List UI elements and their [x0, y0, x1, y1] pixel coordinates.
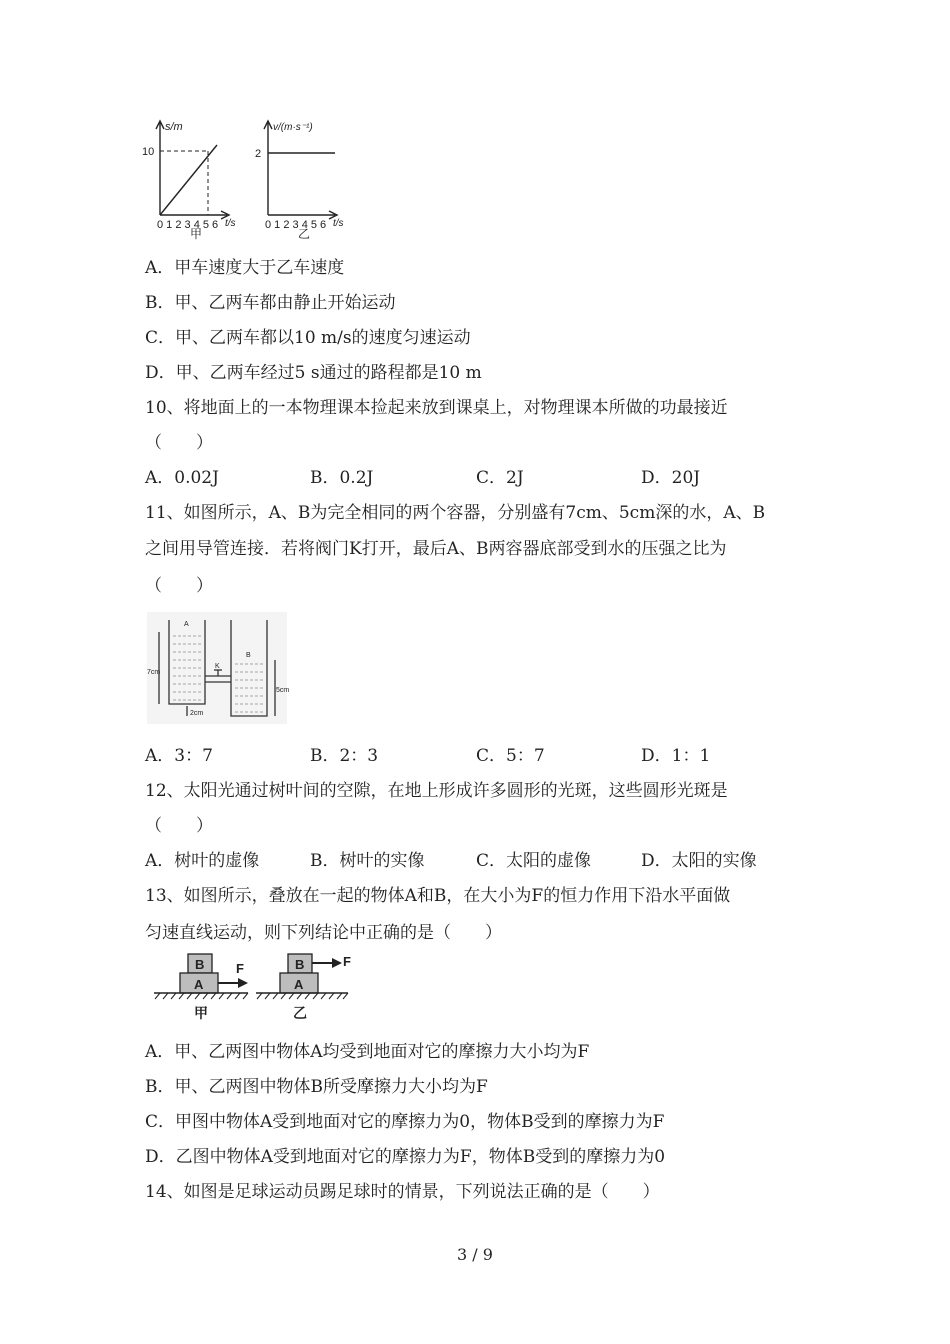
q11-label-a: A: [184, 621, 189, 628]
q9-option-b: B．甲、乙两车都由静止开始运动: [145, 293, 396, 313]
q12-option-c: C．太阳的虚像: [476, 851, 592, 871]
yi-xticks: 0 1 2 3 4 5 6: [265, 219, 327, 231]
q9-option-d: D．甲、乙两车经过5 s通过的路程都是10 m: [145, 363, 482, 383]
q11-option-a: A．3：7: [145, 746, 213, 766]
q13-jia-label-b: B: [195, 957, 205, 972]
q13-caption-yi: 乙: [293, 1005, 307, 1021]
q13-option-c: C．甲图中物体A受到地面对它的摩擦力为0，物体B受到的摩擦力为F: [145, 1112, 665, 1132]
q13-yi-label-a: A: [294, 977, 304, 992]
page-number: 3 / 9: [457, 1245, 493, 1264]
q13-jia-label-a: A: [194, 977, 204, 992]
q12-option-d: D．太阳的实像: [641, 851, 757, 871]
jia-ylabel: s/m: [165, 121, 183, 133]
q11-label-5cm: 5cm: [276, 687, 290, 694]
q13-stem-2: 匀速直线运动，则下列结论中正确的是（ ）: [145, 923, 502, 943]
q12-option-b: B．树叶的实像: [310, 851, 425, 871]
q9-graphs-figure: [135, 115, 355, 240]
q13-stem-1: 13、如图所示，叠放在一起的物体A和B，在大小为F的恒力作用下沿水平面做: [145, 886, 731, 906]
q12-stem: 12、太阳光通过树叶间的空隙，在地上形成许多圆形的光斑，这些圆形光斑是: [145, 781, 728, 801]
q10-option-d: D．20J: [641, 468, 701, 488]
q11-label-2cm: 2cm: [190, 710, 204, 717]
q11-option-c: C．5：7: [476, 746, 545, 766]
q11-label-b: B: [246, 652, 251, 659]
q11-label-7cm: 7cm: [147, 669, 161, 676]
q12-paren: （ ）: [145, 816, 213, 836]
q13-option-a: A．甲、乙两图中物体A均受到地面对它的摩擦力大小均为F: [145, 1042, 590, 1062]
q13-yi-label-f: F: [343, 954, 351, 969]
q13-option-b: B．甲、乙两图中物体B所受摩擦力大小均为F: [145, 1077, 488, 1097]
q11-stem-2: 之间用导管连接．若将阀门K打开，最后A、B两容器底部受到水的压强之比为: [145, 539, 727, 559]
q10-option-b: B．0.2J: [310, 468, 374, 488]
jia-caption: 甲: [190, 227, 203, 241]
q14-stem: 14、如图是足球运动员踢足球时的情景，下列说法正确的是（ ）: [145, 1182, 660, 1202]
q10-option-a: A．0.02J: [145, 468, 219, 488]
q11-containers-figure: [147, 612, 290, 724]
jia-xticks: 0 1 2 3 4 5 6: [157, 219, 219, 231]
q13-option-d: D．乙图中物体A受到地面对它的摩擦力为F，物体B受到的摩擦力为0: [145, 1147, 666, 1167]
q10-option-c: C．2J: [476, 468, 524, 488]
q10-paren: （ ）: [145, 433, 213, 453]
q10-stem: 10、将地面上的一本物理课本捡起来放到课桌上，对物理课本所做的功最接近: [145, 398, 728, 418]
jia-ytick: 10: [142, 146, 155, 158]
jia-xunit: t/s: [225, 218, 236, 229]
q11-label-k: K: [215, 663, 220, 670]
q13-yi-label-b: B: [295, 957, 305, 972]
q11-option-b: B．2：3: [310, 746, 379, 766]
q12-option-a: A．树叶的虚像: [145, 851, 260, 871]
q13-jia-label-f: F: [236, 961, 244, 976]
q11-paren: （ ）: [145, 576, 213, 596]
yi-ytick: 2: [255, 148, 262, 160]
q13-caption-jia: 甲: [194, 1005, 208, 1021]
q13-blocks-figure: [152, 952, 357, 1024]
yi-caption: 乙: [298, 227, 311, 241]
yi-xunit: t/s: [333, 218, 344, 229]
yi-ylabel: v/(m·s⁻¹): [273, 122, 313, 133]
q9-option-c: C．甲、乙两车都以10 m/s的速度匀速运动: [145, 328, 471, 348]
q9-option-a: A．甲车速度大于乙车速度: [145, 258, 345, 278]
q11-option-d: D．1：1: [641, 746, 711, 766]
q11-stem-1: 11、如图所示，A、B为完全相同的两个容器，分别盛有7cm、5cm深的水，A、B: [145, 503, 766, 523]
